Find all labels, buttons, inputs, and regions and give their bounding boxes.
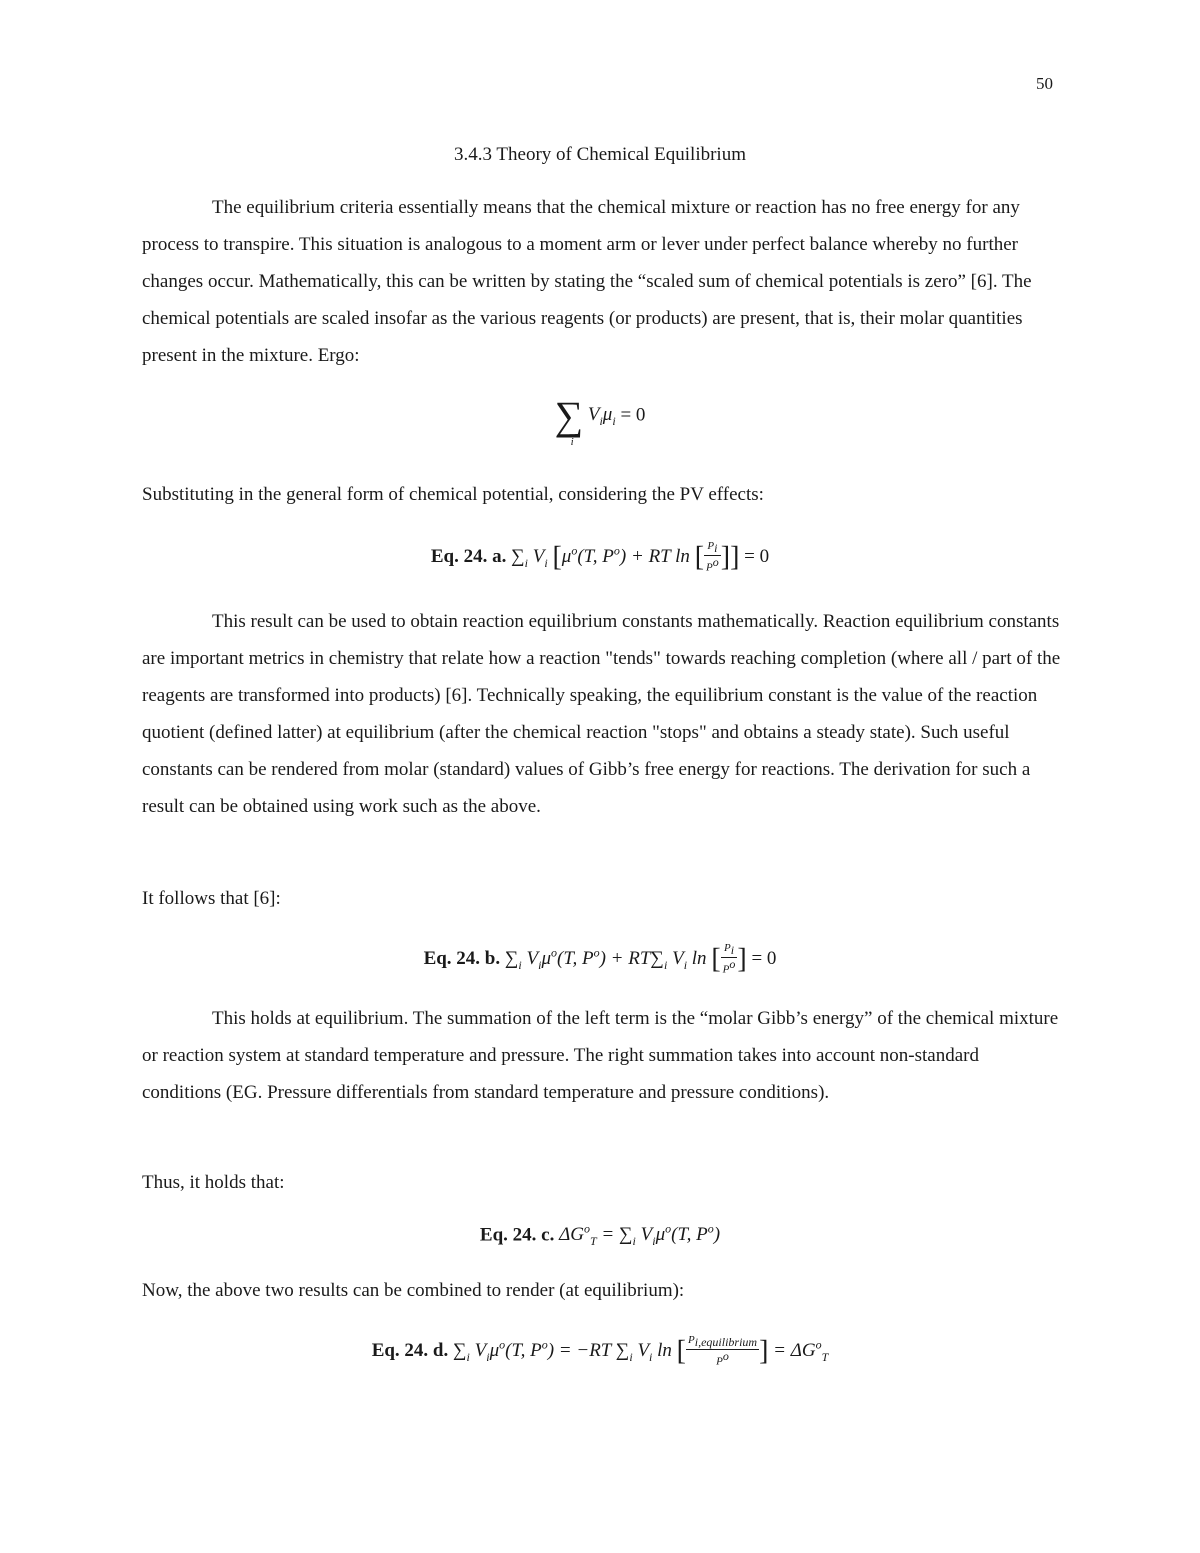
paragraph-it-follows: It follows that [6]:: [142, 888, 281, 909]
paragraph-holds-at-equilibrium: This holds at equilibrium. The summation of the left term is the “molar Gibb’s energy” of the chemical mixture or reaction system at standard temperature and pressure. The right summation takes into account non-standard conditions (EG. Pressure differentials from standard temperature and pressure conditions).: [142, 1008, 1059, 1103]
sum-symbol: ∑ i: [554, 393, 584, 448]
fraction-pi-equilibrium-po: $\frac{P_{i,equilibrium}}{P^o}$: [688, 1334, 758, 1368]
section-title: 3.4.3 Theory of Chemical Equilibrium: [454, 144, 746, 165]
equation-24c: Eq. 24. c. $\Delta G^o_T = \sum_i$ $V_i\mu^o(T$, $P^o$): [479, 1222, 721, 1249]
equation-24d-label: Eq. 24. d.: [371, 1339, 449, 1361]
equation-24a-label: Eq. 24. a.: [430, 545, 507, 567]
paragraph-now-combined: Now, the above two results can be combined to render (at equilibrium):: [142, 1280, 685, 1301]
equation-24b: Eq. 24. b. $\sum_i$ $V_i\mu^o(T$, $P^o) + RT\sum_i$ $V_i$ ln [ $\frac{P_i}{P^o}$ ] = 0: [423, 942, 777, 976]
equation-sum-zero: ∑ i $V_i\mu_i = 0$: [554, 393, 646, 448]
fraction-pi-po: $\frac{P_i}{P^o}$: [722, 942, 736, 976]
equation-24c-label: Eq. 24. c.: [479, 1224, 555, 1246]
page-number: 50: [1036, 74, 1053, 93]
paragraph-equilibrium-criteria: The equilibrium criteria essentially means that the chemical mixture or reaction has no free energy for any process to transpire. This situation is analogous to a moment arm or lever under perfect balance whereby no further changes occur. Mathematically, this can be written by stating the “scaled sum of chemical potentials is zero” [6]. The chemical potentials are scaled insofar as the various reagents (or products) are present, that is, their molar quantities present in the mixture. Ergo:: [142, 197, 1032, 366]
paragraph-reaction-constants: This result can be used to obtain reaction equilibrium constants mathematically. Reaction equilibrium constants are important metrics in chemistry that relate how a reaction "tends" towards reaching completion (where all / part of the reagents are transformed into products) [6]. Technically speaking, the equilibrium constant is the value of the reaction quotient (defined latter) at equilibrium (after the chemical reaction "stops" and obtains a steady state). Such useful constants can be rendered from molar (standard) values of Gibb’s free energy for reactions. The derivation for such a result can be obtained using work such as the above.: [142, 611, 1061, 817]
paragraph-substituting: Substituting in the general form of chemical potential, considering the PV effects:: [142, 484, 764, 505]
paragraph-thus: Thus, it holds that:: [142, 1172, 285, 1193]
equation-24d: Eq. 24. d. $\sum_i$ $V_i\mu^o(T$, $P^o) = -RT$ $\sum_i$ $V_i$ ln [ $\frac{P_{i,equilibrium}}{P^o}$ ] = $\Delta G^o_T$: [371, 1334, 829, 1368]
equation-24a: Eq. 24. a. $\sum_i$ $V_i$ [$\mu^o(T$, $P^o$) + RT ln [ $\frac{P_i}{P^o}$ ]] = 0: [430, 540, 770, 574]
equation-24b-label: Eq. 24. b.: [423, 947, 501, 969]
fraction-pi-po: $\frac{P_i}{P^o}$: [706, 540, 719, 574]
